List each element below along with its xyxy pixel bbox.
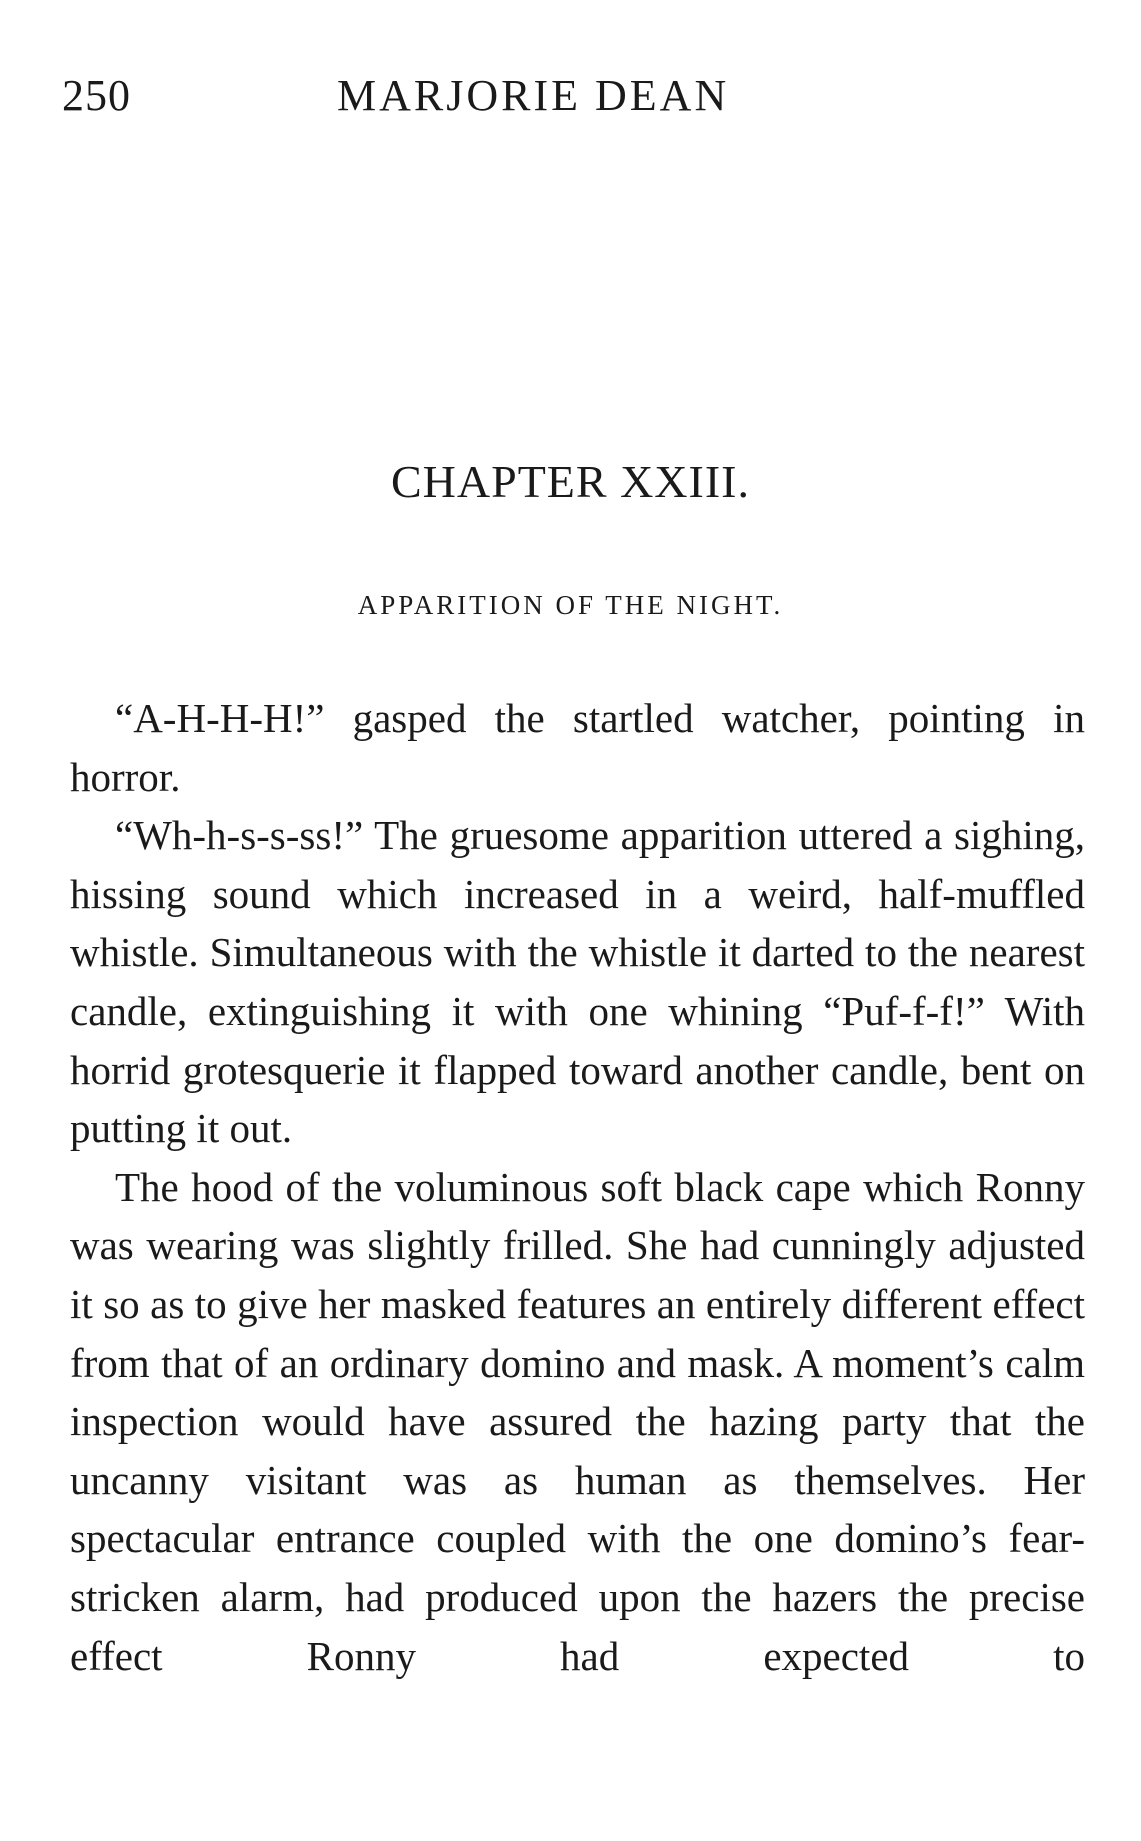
paragraph-3: The hood of the voluminous soft black cape which Ronny was wearing was slightly frilled. She had cunningly adjusted it so as to give her masked features an entirely different effect from that of an ordinary domino and mask. A moment’s calm inspection would have assured the hazing party that the uncanny visitant was as human as themselves. Her spectacular entrance coupled with the one domino’s fear-stricken alarm, had produced upon the hazers the precise effect Ronny had expected to: [70, 1163, 1085, 1679]
page-number: 250: [62, 71, 131, 120]
book-title: MARJORIE DEAN: [337, 71, 730, 120]
body-text: [70, 689, 1085, 1685]
paragraph-2: “Wh-h-s-s-ss!” The gruesome apparition uttered a sighing, hissing sound which increased in a weird, half-muffled whistle. Simultaneous with the whistle it darted to the nearest candle, extinguishing it with one whining “Puf-f-f!” With horrid grotesquerie it flapped toward another candle, bent on putting it out.: [70, 812, 1085, 1152]
paragraph-1: “A-H-H-H!” gasped the startled watcher, pointing in horror.: [70, 695, 1085, 800]
running-head: [62, 70, 1082, 130]
chapter-subtitle: APPARITION OF THE NIGHT.: [357, 590, 784, 620]
chapter-heading: CHAPTER XXIII.: [391, 456, 750, 507]
